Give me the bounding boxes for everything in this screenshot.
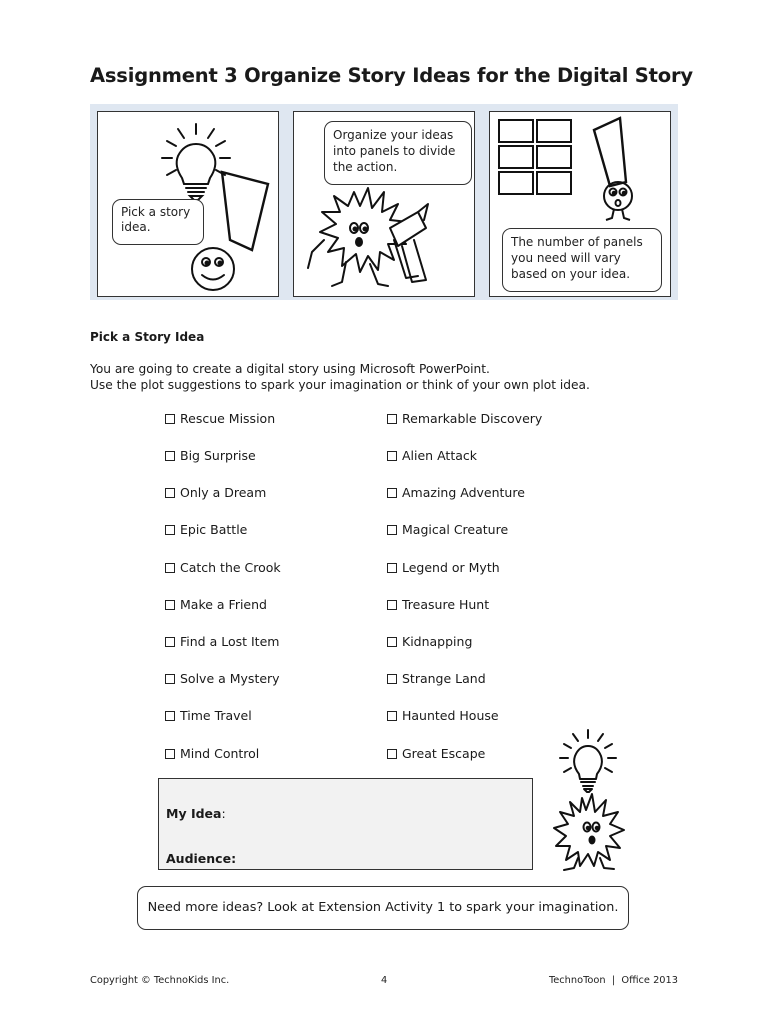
plot-option[interactable]: Rescue Mission <box>165 411 275 426</box>
footer-product: TechnoToon | Office 2013 <box>548 975 678 986</box>
plot-option[interactable]: Time Travel <box>165 708 252 723</box>
plot-option[interactable]: Magical Creature <box>387 522 508 537</box>
comic-strip <box>90 104 678 300</box>
my-idea-field[interactable]: My Idea: <box>166 806 226 821</box>
speech-bubble-3: The number of panels you need will vary based on your idea. <box>502 228 662 292</box>
checkbox-icon[interactable] <box>387 414 397 424</box>
intro-line-2: Use the plot suggestions to spark your imagination or think of your own plot idea. <box>90 378 590 392</box>
comic-panel-3 <box>489 111 671 297</box>
spiky-character-idea-illustration <box>548 728 628 874</box>
checkbox-icon[interactable] <box>387 525 397 535</box>
checkbox-icon[interactable] <box>165 637 175 647</box>
plot-option[interactable]: Catch the Crook <box>165 560 281 575</box>
checkbox-icon[interactable] <box>387 563 397 573</box>
checkbox-icon[interactable] <box>165 749 175 759</box>
plot-option[interactable]: Treasure Hunt <box>387 597 489 612</box>
checkbox-icon[interactable] <box>387 674 397 684</box>
checkbox-icon[interactable] <box>165 414 175 424</box>
plot-option[interactable]: Make a Friend <box>165 597 267 612</box>
checkbox-icon[interactable] <box>387 749 397 759</box>
plot-option[interactable]: Amazing Adventure <box>387 485 525 500</box>
comic-panel-2 <box>293 111 475 297</box>
intro-text <box>90 361 590 393</box>
plot-option[interactable]: Only a Dream <box>165 485 266 500</box>
checkbox-icon[interactable] <box>165 563 175 573</box>
my-idea-box[interactable] <box>158 778 533 870</box>
plot-option[interactable]: Haunted House <box>387 708 499 723</box>
checkbox-icon[interactable] <box>165 488 175 498</box>
plot-option[interactable]: Big Surprise <box>165 448 256 463</box>
checkbox-icon[interactable] <box>387 637 397 647</box>
plot-option[interactable]: Kidnapping <box>387 634 472 649</box>
comic-panel-1 <box>97 111 279 297</box>
checkbox-icon[interactable] <box>165 525 175 535</box>
footer-copyright: Copyright © TechnoKids Inc. <box>90 975 230 986</box>
page-title: Assignment 3 Organize Story Ideas for the Digital Story <box>90 64 693 87</box>
checkbox-icon[interactable] <box>387 600 397 610</box>
plot-option[interactable]: Great Escape <box>387 746 485 761</box>
checkbox-icon[interactable] <box>387 488 397 498</box>
section-heading: Pick a Story Idea <box>90 330 205 344</box>
plot-option[interactable]: Strange Land <box>387 671 486 686</box>
speech-bubble-2: Organize your ideas into panels to divide the action. <box>324 121 472 185</box>
checkbox-icon[interactable] <box>387 451 397 461</box>
plot-option[interactable]: Solve a Mystery <box>165 671 280 686</box>
more-ideas-note: Need more ideas? Look at Extension Activity 1 to spark your imagination. <box>137 886 629 930</box>
plot-option[interactable]: Remarkable Discovery <box>387 411 542 426</box>
checkbox-icon[interactable] <box>165 451 175 461</box>
plot-option[interactable]: Find a Lost Item <box>165 634 279 649</box>
intro-line-1: You are going to create a digital story using Microsoft PowerPoint. <box>90 362 490 376</box>
audience-field[interactable]: Audience: <box>166 851 237 866</box>
footer-page-number: 4 <box>381 975 388 986</box>
checkbox-icon[interactable] <box>165 674 175 684</box>
plot-option[interactable]: Alien Attack <box>387 448 477 463</box>
plot-option[interactable]: Legend or Myth <box>387 560 500 575</box>
checkbox-icon[interactable] <box>165 600 175 610</box>
plot-option[interactable]: Mind Control <box>165 746 259 761</box>
checkbox-icon[interactable] <box>387 711 397 721</box>
speech-bubble-1: Pick a story idea. <box>112 199 204 245</box>
checkbox-icon[interactable] <box>165 711 175 721</box>
plot-option[interactable]: Epic Battle <box>165 522 247 537</box>
